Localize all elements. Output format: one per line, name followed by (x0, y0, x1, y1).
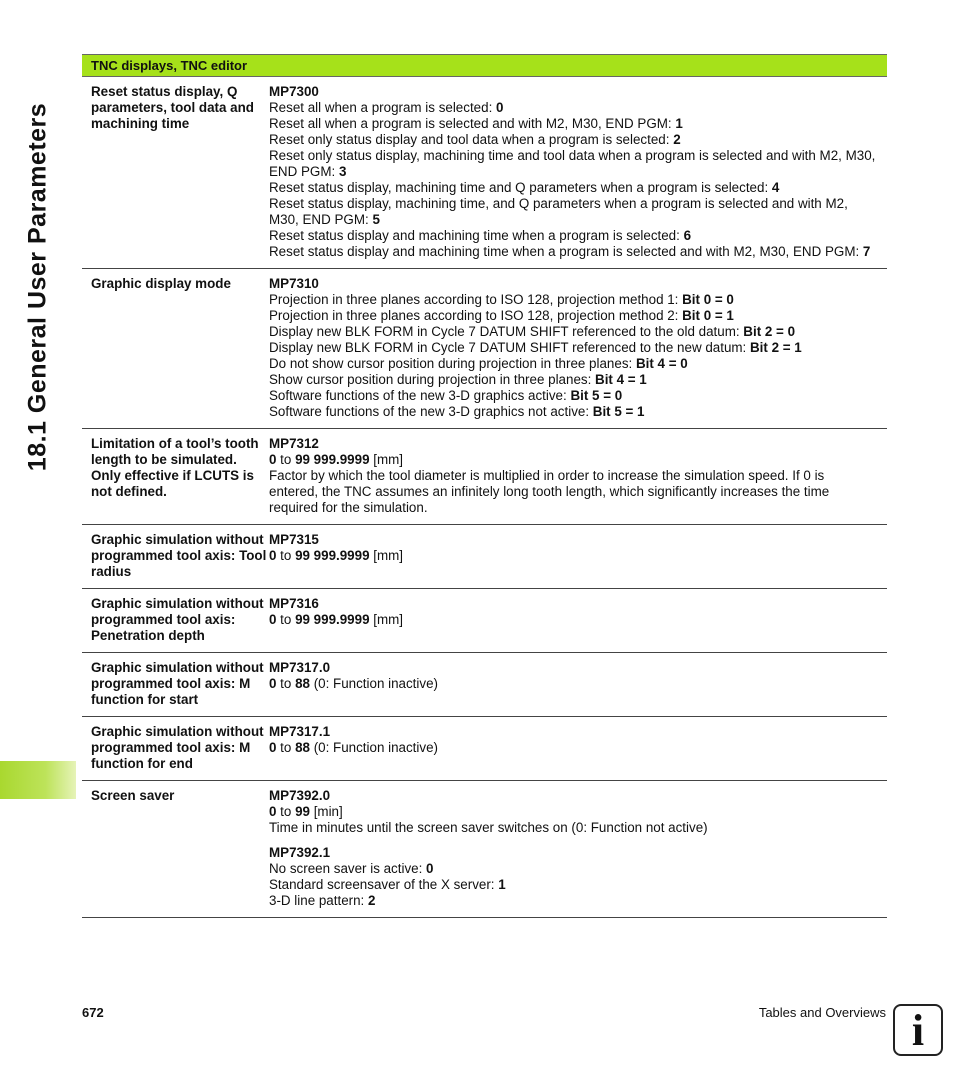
parameter-option-line (269, 372, 877, 388)
option-text: to (276, 452, 296, 467)
option-unit: (0: Function inactive) (309, 740, 438, 755)
page-number: 672 (82, 1005, 104, 1020)
machine-parameter-id: MP7317.1 (269, 724, 331, 739)
parameter-option-line (269, 132, 877, 148)
option-text: Standard screensaver of the X server: (269, 877, 499, 892)
option-text: Projection in three planes according to ISO 128, projection method 2: (269, 308, 683, 323)
option-text: 3-D line pattern: (269, 893, 368, 908)
option-value: Bit 4 = 1 (595, 372, 647, 387)
option-text: to (276, 548, 296, 563)
option-text: Reset status display, machining time, and Q parameters when a program is selected and with M2, M30, END PGM: (269, 196, 848, 227)
option-value: 88 (295, 676, 310, 691)
option-text: Software functions of the new 3-D graphics active: (269, 388, 571, 403)
info-glyph: i (911, 1005, 925, 1055)
parameter-label: Screen saver (91, 788, 175, 803)
option-text: Reset all when a program is selected and with M2, M30, END PGM: (269, 116, 676, 131)
machine-parameter-id: MP7310 (269, 276, 319, 291)
parameter-option-line (269, 861, 877, 877)
chapter-side-title (18, 52, 58, 522)
option-value: 1 (675, 116, 683, 131)
parameter-label: Graphic simulation without programmed tool axis: M function for start (91, 660, 264, 707)
option-text: to (276, 612, 296, 627)
table-body (82, 77, 887, 918)
option-value: 99 (295, 804, 310, 819)
option-text: Software functions of the new 3-D graphics not active: (269, 404, 593, 419)
parameter-description (269, 436, 887, 516)
option-value: Bit 2 = 1 (750, 340, 802, 355)
parameter-description (269, 532, 887, 580)
option-value: 2 (368, 893, 376, 908)
parameter-option-line (269, 452, 877, 468)
parameter-option-line (269, 228, 877, 244)
machine-parameter-id: MP7392.1 (269, 845, 331, 860)
option-value: 88 (295, 740, 310, 755)
parameter-option-line (269, 100, 877, 116)
parameter-option-line (269, 820, 877, 836)
parameter-label: Graphic display mode (91, 276, 231, 291)
parameter-description (269, 276, 887, 420)
parameter-option-line (269, 148, 877, 180)
range-min-value: 0 (269, 740, 277, 755)
option-value: 5 (372, 212, 380, 227)
option-value: Bit 2 = 0 (743, 324, 796, 339)
block-gap (269, 836, 877, 845)
parameter-option-line (269, 340, 877, 356)
option-text: Projection in three planes according to ISO 128, projection method 1: (269, 292, 683, 307)
option-text: Time in minutes until the screen saver switches on (0: Function not active) (269, 820, 708, 835)
parameter-description (269, 660, 887, 708)
option-value: Bit 4 = 0 (635, 356, 688, 371)
option-value: 99 999.9999 (295, 612, 370, 627)
option-text: Reset only status display and tool data when a program is selected: (269, 132, 674, 147)
option-value: 0 (496, 100, 504, 115)
option-text: Reset only status display, machining time and tool data when a program is selected and with M2, M30, END PGM: (269, 148, 876, 179)
option-value: 1 (498, 877, 506, 892)
option-unit: (0: Function inactive) (309, 676, 438, 691)
footer-section-title: Tables and Overviews (758, 1005, 886, 1020)
chapter-title-text: 18.1 General User Parameters (23, 102, 52, 472)
parameter-option-line (269, 292, 877, 308)
machine-parameter-id: MP7392.0 (269, 788, 331, 803)
parameter-description (269, 84, 887, 260)
table-row (82, 77, 887, 269)
table-row (82, 589, 887, 653)
range-min-value: 0 (269, 676, 277, 691)
option-value: 99 999.9999 (295, 548, 370, 563)
range-min-value: 0 (269, 548, 277, 563)
table-row (82, 781, 887, 918)
option-value: 2 (673, 132, 681, 147)
parameter-label: Graphic simulation without programmed tool axis: Penetration depth (91, 596, 264, 643)
option-value: Bit 0 = 0 (682, 292, 734, 307)
parameter-label: Graphic simulation without programmed tool axis: Tool radius (91, 532, 267, 579)
option-unit: [min] (309, 804, 343, 819)
option-text: No screen saver is active: (269, 861, 427, 876)
option-value: Bit 5 = 1 (592, 404, 645, 419)
table-row (82, 429, 887, 525)
parameter-table (82, 54, 887, 918)
parameter-description (269, 724, 887, 772)
option-value: 7 (862, 244, 871, 259)
option-unit: [mm] (369, 612, 404, 627)
machine-parameter-id: MP7312 (269, 436, 319, 451)
option-text: Reset status display and machining time when a program is selected: (269, 228, 684, 243)
parameter-label: Limitation of a tool’s tooth length to be simulated. Only effective if LCUTS is not defined. (91, 436, 259, 499)
option-value: 99 999.9999 (295, 452, 370, 467)
parameter-option-line (269, 308, 877, 324)
parameter-label: Graphic simulation without programmed tool axis: M function for end (91, 724, 264, 771)
option-unit: [mm] (369, 452, 404, 467)
parameter-description (269, 788, 887, 909)
parameter-option-line (269, 116, 877, 132)
parameter-option-line (269, 356, 877, 372)
range-min-value: 0 (269, 452, 277, 467)
parameter-label: Reset status display, Q parameters, tool data and machining time (91, 84, 254, 131)
parameter-option-line (269, 388, 877, 404)
parameter-option-line (269, 804, 877, 820)
option-text: Reset status display and machining time when a program is selected and with M2, M30, END PGM: (269, 244, 863, 259)
parameter-option-line (269, 244, 877, 260)
option-text: Display new BLK FORM in Cycle 7 DATUM SHIFT referenced to the old datum: (269, 324, 744, 339)
option-text: Reset status display, machining time and Q parameters when a program is selected: (269, 180, 772, 195)
option-text: Reset all when a program is selected: (269, 100, 497, 115)
option-unit: [mm] (369, 548, 404, 563)
range-min-value: 0 (269, 804, 277, 819)
option-text: Factor by which the tool diameter is multiplied in order to increase the simulation speed. If 0 is entered, the TNC assumes an infinitely long tooth length, which significantly increases the time required for the simulation. (269, 468, 830, 515)
machine-parameter-id: MP7317.0 (269, 660, 331, 675)
machine-parameter-id: MP7300 (269, 84, 319, 99)
parameter-option-line (269, 180, 877, 196)
table-row (82, 653, 887, 717)
option-value: Bit 5 = 0 (570, 388, 623, 403)
option-text: to (276, 740, 296, 755)
parameter-option-line (269, 893, 877, 909)
machine-parameter-id: MP7316 (269, 596, 319, 611)
option-text: to (276, 676, 296, 691)
option-text: Display new BLK FORM in Cycle 7 DATUM SHIFT referenced to the new datum: (269, 340, 750, 355)
option-text: Show cursor position during projection in three planes: (269, 372, 596, 387)
table-row (82, 717, 887, 781)
option-value: 0 (426, 861, 434, 876)
table-header: TNC displays, TNC editor (82, 54, 887, 77)
option-value: 6 (683, 228, 692, 243)
chapter-tab-marker (0, 761, 76, 799)
parameter-option-line (269, 548, 877, 564)
parameter-option-line (269, 404, 877, 420)
option-value: 3 (338, 164, 347, 179)
option-text: to (276, 804, 296, 819)
parameter-option-line (269, 196, 877, 228)
info-icon (893, 1004, 943, 1056)
parameter-option-line (269, 612, 877, 628)
table-row (82, 525, 887, 589)
range-min-value: 0 (269, 612, 277, 627)
parameter-option-line (269, 740, 877, 756)
parameter-option-line (269, 676, 877, 692)
option-value: Bit 0 = 1 (682, 308, 734, 323)
option-value: 4 (771, 180, 780, 195)
option-text: Do not show cursor position during projection in three planes: (269, 356, 636, 371)
parameter-option-line (269, 468, 877, 516)
parameter-option-line (269, 877, 877, 893)
parameter-option-line (269, 324, 877, 340)
machine-parameter-id: MP7315 (269, 532, 319, 547)
table-row (82, 269, 887, 429)
parameter-description (269, 596, 887, 644)
